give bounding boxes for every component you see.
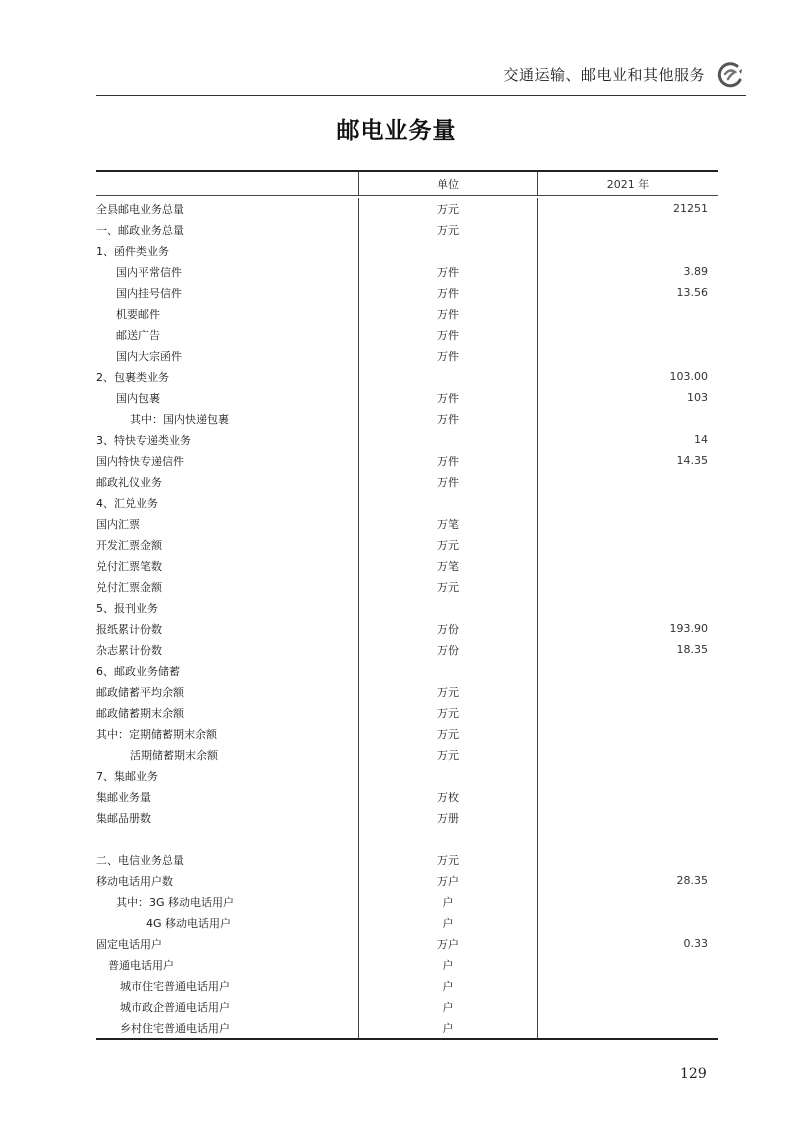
row-label: 一、邮政业务总量	[96, 223, 184, 237]
row-label: 国内大宗函件	[116, 349, 182, 363]
row-label: 乡村住宅普通电话用户	[120, 1021, 230, 1035]
row-label: 1、函件类业务	[96, 244, 169, 258]
row-unit	[358, 828, 538, 849]
table-row	[96, 387, 718, 408]
row-value	[538, 975, 718, 996]
row-value: 14	[694, 433, 708, 446]
row-unit: 万元	[358, 681, 538, 702]
postal-telecom-table	[96, 170, 718, 1040]
row-label: 活期储蓄期末余额	[130, 748, 218, 762]
row-label: 4、汇兑业务	[96, 496, 158, 510]
row-value: 13.56	[676, 286, 708, 299]
row-value: 14.35	[676, 454, 708, 467]
table-row	[96, 702, 718, 723]
row-label: 2、包裹类业务	[96, 370, 169, 384]
row-value	[538, 513, 718, 534]
row-value: 21251	[673, 202, 708, 215]
table-row	[96, 849, 718, 870]
table-body	[96, 196, 718, 1038]
table-row	[96, 429, 718, 450]
row-value: 18.35	[676, 643, 708, 656]
row-unit: 户	[358, 954, 538, 975]
row-unit: 万元	[358, 219, 538, 240]
table-row	[96, 555, 718, 576]
table-row	[96, 828, 718, 849]
row-label: 杂志累计份数	[96, 643, 162, 657]
row-unit: 万户	[358, 933, 538, 954]
row-value	[538, 345, 718, 366]
row-value	[538, 744, 718, 765]
row-value	[538, 597, 718, 618]
row-label: 普通电话用户	[108, 958, 174, 972]
row-label: 机要邮件	[116, 307, 160, 321]
row-value	[538, 534, 718, 555]
row-value	[538, 723, 718, 744]
row-label: 移动电话用户数	[96, 874, 173, 888]
table-row	[96, 870, 718, 891]
row-unit: 万元	[358, 534, 538, 555]
table-row	[96, 975, 718, 996]
row-value	[538, 219, 718, 240]
row-value	[538, 303, 718, 324]
row-value	[538, 912, 718, 933]
row-unit: 万枚	[358, 786, 538, 807]
table-row	[96, 366, 718, 387]
row-value	[538, 576, 718, 597]
row-unit: 万笔	[358, 555, 538, 576]
page-title: 邮电业务量	[336, 118, 457, 144]
row-label: 国内特快专递信件	[96, 454, 184, 468]
row-value	[538, 996, 718, 1017]
row-label: 3、特快专递类业务	[96, 433, 191, 447]
row-value	[538, 828, 718, 849]
row-label: 其中：3G 移动电话用户	[116, 895, 235, 909]
table-row	[96, 660, 718, 681]
row-label: 二、电信业务总量	[96, 853, 184, 867]
table-row	[96, 492, 718, 513]
table-row	[96, 303, 718, 324]
row-label: 其中：国内快递包裹	[130, 412, 229, 426]
header-year-cell: 2021 年	[606, 177, 650, 191]
row-value	[538, 702, 718, 723]
row-unit: 万元	[358, 849, 538, 870]
page-number: 129	[680, 1066, 707, 1082]
row-value: 28.35	[676, 874, 708, 887]
table-row	[96, 345, 718, 366]
row-value	[538, 660, 718, 681]
table-row	[96, 744, 718, 765]
row-value	[538, 681, 718, 702]
row-unit: 万件	[358, 261, 538, 282]
row-label: 国内平常信件	[116, 265, 182, 279]
table-row	[96, 240, 718, 261]
header-unit-cell: 单位	[358, 172, 538, 195]
row-value	[538, 765, 718, 786]
row-unit: 万件	[358, 303, 538, 324]
row-unit: 户	[358, 996, 538, 1017]
row-label: 开发汇票金额	[96, 538, 162, 552]
row-value: 193.90	[669, 622, 708, 635]
row-unit: 万元	[358, 702, 538, 723]
row-unit: 万元	[358, 576, 538, 597]
header-item-cell	[96, 172, 358, 195]
row-label: 国内挂号信件	[116, 286, 182, 300]
row-label: 城市政企普通电话用户	[120, 1000, 230, 1014]
row-unit	[358, 597, 538, 618]
row-unit	[358, 765, 538, 786]
table-row	[96, 198, 718, 219]
row-unit	[358, 366, 538, 387]
table-row	[96, 933, 718, 954]
table-row	[96, 891, 718, 912]
row-unit	[358, 240, 538, 261]
row-unit: 万件	[358, 282, 538, 303]
table-row	[96, 1017, 718, 1038]
row-unit: 万户	[358, 870, 538, 891]
row-unit: 万元	[358, 723, 538, 744]
row-label: 兑付汇票金额	[96, 580, 162, 594]
table-row	[96, 996, 718, 1017]
row-unit	[358, 492, 538, 513]
row-value: 3.89	[683, 265, 708, 278]
row-label: 集邮品册数	[96, 811, 151, 825]
section-header-title: 交通运输、邮电业和其他服务	[503, 66, 705, 84]
row-value	[538, 786, 718, 807]
row-label: 报纸累计份数	[96, 622, 162, 636]
row-unit: 万笔	[358, 513, 538, 534]
row-label: 邮送广告	[116, 328, 160, 342]
row-value	[538, 807, 718, 828]
row-value	[538, 1017, 718, 1038]
table-row	[96, 513, 718, 534]
table-row	[96, 324, 718, 345]
row-label: 5、报刊业务	[96, 601, 158, 615]
row-label: 国内包裹	[116, 391, 160, 405]
table-row	[96, 765, 718, 786]
table-row	[96, 723, 718, 744]
table-row	[96, 681, 718, 702]
row-unit: 户	[358, 912, 538, 933]
row-label: 7、集邮业务	[96, 769, 158, 783]
row-unit: 万份	[358, 639, 538, 660]
row-unit: 户	[358, 975, 538, 996]
row-unit	[358, 660, 538, 681]
row-value	[538, 324, 718, 345]
table-row	[96, 954, 718, 975]
table-bottom-rule	[96, 1038, 718, 1040]
row-unit: 万份	[358, 618, 538, 639]
row-label: 集邮业务量	[96, 790, 151, 804]
row-unit: 万件	[358, 471, 538, 492]
table-row	[96, 534, 718, 555]
table-row	[96, 618, 718, 639]
row-value: 0.33	[683, 937, 708, 950]
row-value	[538, 471, 718, 492]
row-label: 邮政储蓄期末余额	[96, 706, 184, 720]
row-label: 国内汇票	[96, 517, 140, 531]
row-unit: 户	[358, 891, 538, 912]
row-label: 邮政储蓄平均余额	[96, 685, 184, 699]
row-unit: 户	[358, 1017, 538, 1038]
table-row	[96, 807, 718, 828]
row-value	[538, 408, 718, 429]
row-label: 6、邮政业务储蓄	[96, 664, 180, 678]
table-row	[96, 450, 718, 471]
table-row	[96, 471, 718, 492]
table-header-row	[96, 172, 718, 196]
row-unit: 万件	[358, 345, 538, 366]
row-label: 邮政礼仪业务	[96, 475, 162, 489]
row-unit: 万件	[358, 408, 538, 429]
row-value	[538, 492, 718, 513]
row-value	[538, 240, 718, 261]
row-label: 其中：定期储蓄期末余额	[96, 727, 217, 741]
row-unit: 万册	[358, 807, 538, 828]
table-row	[96, 408, 718, 429]
row-unit: 万件	[358, 387, 538, 408]
row-label	[96, 828, 358, 849]
row-value	[538, 891, 718, 912]
row-value	[538, 954, 718, 975]
row-unit: 万件	[358, 450, 538, 471]
table-row	[96, 576, 718, 597]
table-row	[96, 786, 718, 807]
row-label: 城市住宅普通电话用户	[120, 979, 230, 993]
row-value	[538, 555, 718, 576]
row-unit	[358, 429, 538, 450]
table-row	[96, 219, 718, 240]
row-value: 103.00	[669, 370, 708, 383]
table-row	[96, 597, 718, 618]
row-value	[538, 849, 718, 870]
table-row	[96, 282, 718, 303]
row-value: 103	[687, 391, 708, 404]
row-label: 固定电话用户	[96, 937, 162, 951]
row-label: 全县邮电业务总量	[96, 202, 184, 216]
row-unit: 万元	[358, 198, 538, 219]
table-row	[96, 912, 718, 933]
table-row	[96, 639, 718, 660]
row-unit: 万件	[358, 324, 538, 345]
swirl-logo-icon	[715, 60, 745, 90]
row-label: 4G 移动电话用户	[146, 916, 232, 930]
row-label: 兑付汇票笔数	[96, 559, 162, 573]
table-row	[96, 261, 718, 282]
header-rule	[96, 95, 746, 96]
row-unit: 万元	[358, 744, 538, 765]
